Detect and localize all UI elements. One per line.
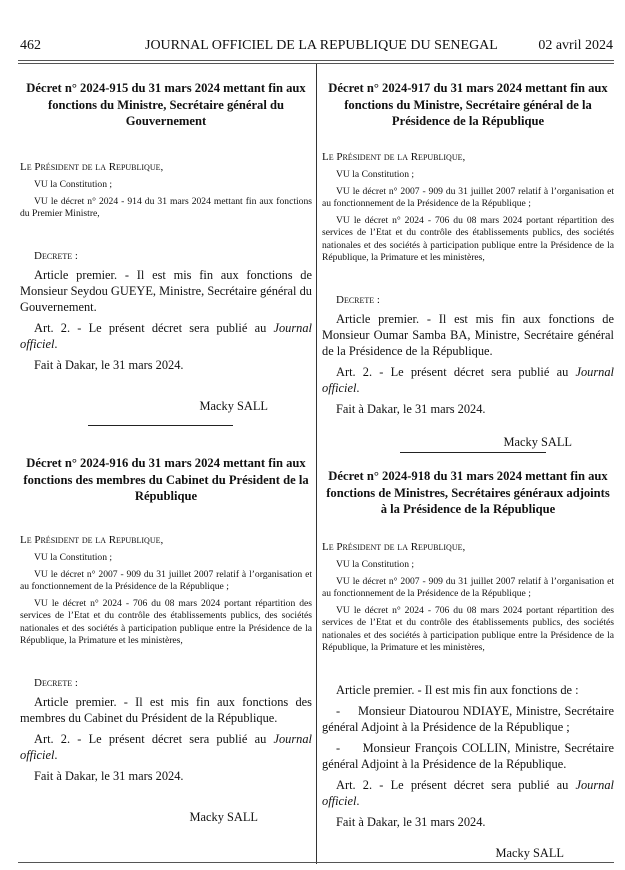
article-2: Art. 2. - Le présent décret sera publié au Journal officiel. xyxy=(20,321,312,352)
president-line: Le Président de la Republique, xyxy=(20,533,164,546)
article-1: Article premier. - Il est mis fin aux fonctions des membres du Cabinet du Président de la République. xyxy=(20,694,312,725)
decrete-label: Decrete : xyxy=(34,676,78,689)
separator xyxy=(400,452,546,453)
president-line: Le Président de la Republique, xyxy=(322,150,466,163)
article-1: Article premier. - Il est mis fin aux fonctions de Monsieur Seydou GUEYE, Ministre, Secrétaire général du Gouvernement. xyxy=(20,268,312,315)
decree-title: Décret n° 2024-916 du 31 mars 2024 mettant fin aux fonctions des membres du Cabinet du Président de la République xyxy=(23,456,309,503)
decrete-label: Decrete : xyxy=(34,250,78,263)
signature: Macky SALL xyxy=(495,845,564,860)
journal-title: JOURNAL OFFICIEL DE LA REPUBLIQUE DU SENEGAL xyxy=(145,38,498,53)
header-rule xyxy=(18,60,614,61)
article-2: Art. 2. - Le présent décret sera publié au Journal officiel. xyxy=(322,364,614,395)
visa: VU la Constitution ; xyxy=(336,558,415,570)
visa: VU le décret n° 2007 - 909 du 31 juillet 2007 relatif à l’organisation et au fonctionnement de la Présidence de la République ; xyxy=(322,185,614,209)
article-1: Article premier. - Il est mis fin aux fonctions de Monsieur Oumar Samba BA, Ministre, Secrétaire général de la Présidence de la République. xyxy=(322,311,614,358)
president-line: Le Président de la Republique, xyxy=(20,160,164,173)
visa: VU le décret n° 2024 - 706 du 08 mars 2024 portant répartition des services de l’Etat et du contrôle des établissements publics, des sociétés nationales et des sociétés à participation publique entre la Présidence de la République, la Primature et les ministères, xyxy=(322,215,614,263)
decree-title: Décret n° 2024-915 du 31 mars 2024 mettant fin aux fonctions du Ministre, Secrétaire général du Gouvernement xyxy=(26,81,306,128)
list-item: - Monsieur Diatourou NDIAYE, Ministre, Secrétaire général Adjoint à la Présidence de la République ; xyxy=(322,703,618,734)
footer-rule xyxy=(18,862,614,863)
fait-line: Fait à Dakar, le 31 mars 2024. xyxy=(336,814,486,829)
column-divider xyxy=(316,64,317,864)
visa: VU la Constitution ; xyxy=(34,551,113,563)
signature: Macky SALL xyxy=(503,434,572,449)
decree-916 xyxy=(20,455,312,825)
issue-date: 02 avril 2024 xyxy=(538,38,613,53)
decree-917 xyxy=(322,80,614,450)
president-line: Le Président de la Republique, xyxy=(322,540,466,553)
fait-line: Fait à Dakar, le 31 mars 2024. xyxy=(34,358,184,373)
article-2: Art. 2. - Le présent décret sera publié au Journal officiel. xyxy=(20,731,312,762)
fait-line: Fait à Dakar, le 31 mars 2024. xyxy=(336,401,486,416)
visa: VU le décret n° 2007 - 909 du 31 juillet 2007 relatif à l’organisation et au fonctionnement de la Présidence de la République ; xyxy=(322,575,614,599)
article-2: Art. 2. - Le présent décret sera publié au Journal officiel. xyxy=(322,777,614,808)
signature: Macky SALL xyxy=(189,809,258,824)
visa: VU la Constitution ; xyxy=(336,168,415,180)
signature: Macky SALL xyxy=(199,399,268,414)
article-1: Article premier. - Il est mis fin aux fonctions de : xyxy=(336,682,579,697)
visa: VU la Constitution ; xyxy=(34,178,113,190)
list-item: - Monsieur François COLLIN, Ministre, Secrétaire général Adjoint à la Présidence de la République. xyxy=(322,740,618,771)
fait-line: Fait à Dakar, le 31 mars 2024. xyxy=(34,768,184,783)
visa: VU le décret n° 2007 - 909 du 31 juillet 2007 relatif à l’organisation et au fonctionnement de la Présidence de la République ; xyxy=(20,568,312,592)
decree-915 xyxy=(20,80,312,414)
visa: VU le décret n° 2024 - 706 du 08 mars 2024 portant répartition des services de l’Etat et du contrôle des établissements publics, des sociétés nationales et des sociétés à participation publique entre la Présidence de la République, la Primature et les ministères, xyxy=(20,598,312,646)
decree-918 xyxy=(322,468,618,861)
decree-title: Décret n° 2024-918 du 31 mars 2024 mettant fin aux fonctions de Ministres, Secrétaires généraux adjoints à la Présidence de la République xyxy=(326,469,610,516)
page-number: 462 xyxy=(20,38,41,53)
visa: VU le décret n° 2024 - 706 du 08 mars 2024 portant répartition des services de l’Etat et du contrôle des établissements publics, des sociétés nationales et des sociétés à participation publique entre la Présidence de la République, la Primature et les ministères, xyxy=(322,605,614,653)
decrete-label: Decrete : xyxy=(336,293,380,306)
visa: VU le décret n° 2024 - 914 du 31 mars 2024 mettant fin aux fonctions du Premier Ministre, xyxy=(20,195,312,219)
separator xyxy=(88,425,233,426)
decree-title: Décret n° 2024-917 du 31 mars 2024 mettant fin aux fonctions du Ministre, Secrétaire général de la Présidence de la République xyxy=(328,81,608,128)
